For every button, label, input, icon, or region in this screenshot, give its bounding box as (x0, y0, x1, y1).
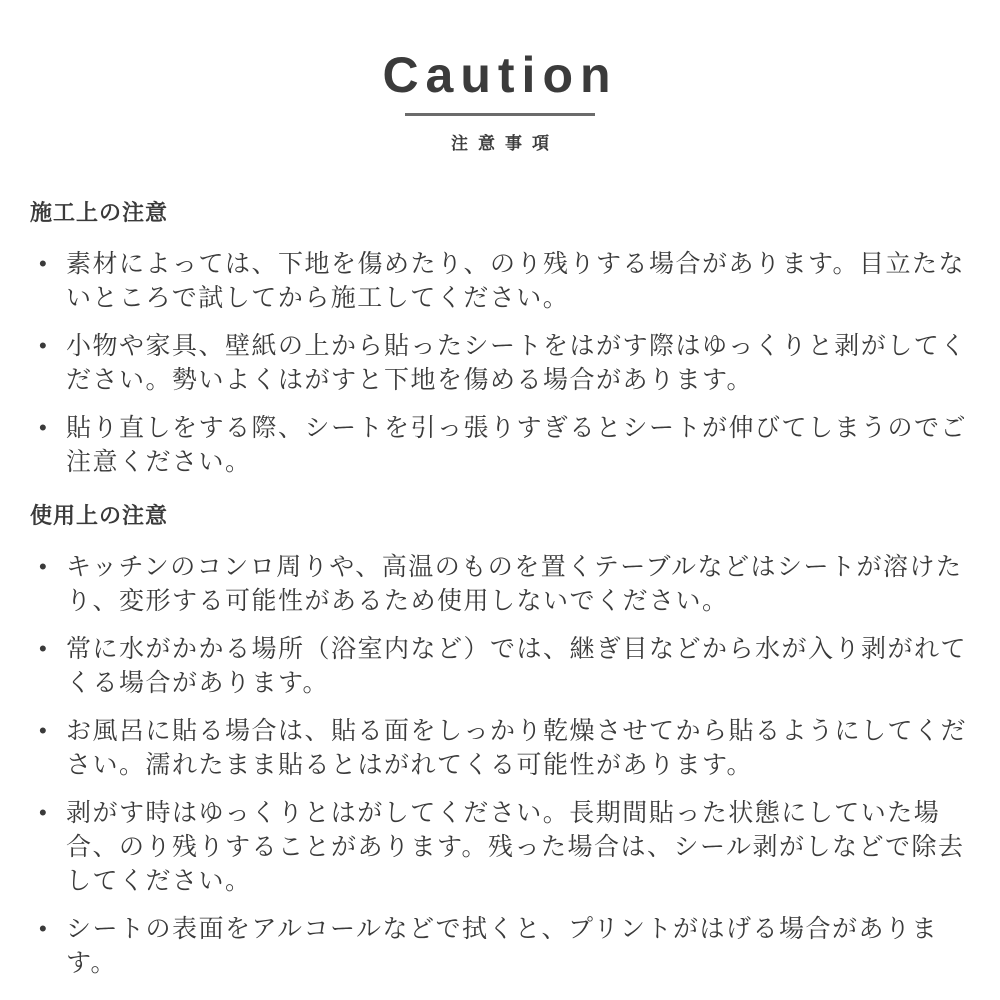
list-item: • お風呂に貼る場合は、貼る面をしっかり乾燥させてから貼るようにしてください。濡れたまま貼るとはがれてくる可能性があります。 (30, 714, 970, 782)
page-content (0, 154, 1000, 980)
list-item: • 小物や家具、壁紙の上から貼ったシートをはがす際はゆっくりと剥がしてください。勢いよくはがすと下地を傷める場合があります。 (30, 329, 970, 397)
list-item: • キッチンのコンロ周りや、高温のものを置くテーブルなどはシートが溶けたり、変形する可能性があるため使用しないでください。 (30, 550, 970, 618)
section-heading: 施工上の注意 (30, 200, 169, 225)
bullet-list (30, 247, 970, 479)
page-title: Caution (382, 47, 618, 103)
title-divider (405, 113, 595, 116)
list-item: • 素材によっては、下地を傷めたり、のり残りする場合があります。目立たないところで試してから施工してください。 (30, 247, 970, 315)
list-item: • 常に水がかかる場所（浴室内など）では、継ぎ目などから水が入り剥がれてくる場合があります。 (30, 632, 970, 700)
page-subtitle: 注意事項 (451, 134, 559, 153)
page-header (0, 0, 1000, 154)
section-heading: 使用上の注意 (30, 503, 169, 528)
list-item: • シートの表面をアルコールなどで拭くと、プリントがはげる場合があります。 (30, 912, 970, 980)
list-item: • 貼り直しをする際、シートを引っ張りすぎるとシートが伸びてしまうのでご注意ください。 (30, 411, 970, 479)
section-usage-notes (30, 499, 970, 980)
section-installation-notes (30, 196, 970, 479)
bullet-list (30, 550, 970, 980)
list-item: • 剥がす時はゆっくりとはがしてください。長期間貼った状態にしていた場合、のり残りすることがあります。残った場合は、シール剥がしなどで除去してください。 (30, 796, 970, 898)
